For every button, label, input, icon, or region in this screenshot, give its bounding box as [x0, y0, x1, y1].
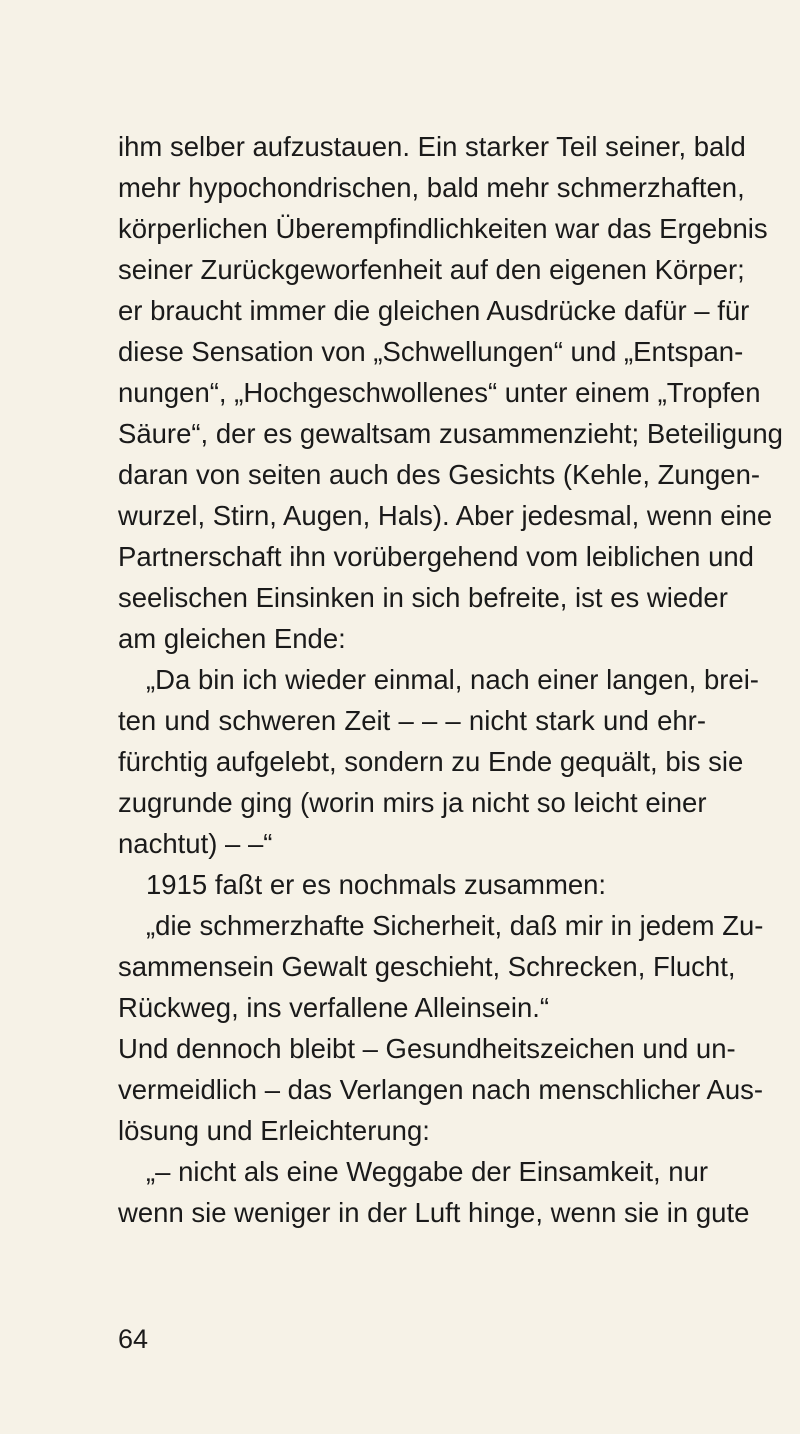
- text-line: wenn sie weniger in der Luft hinge, wenn sie in gute: [118, 1197, 750, 1228]
- text-line: daran von seiten auch des Gesichts (Kehle, Zungen-: [118, 459, 761, 490]
- text-line: nungen“, „Hochgeschwollenes“ unter einem „Tropfen: [118, 377, 761, 408]
- text-line: „– nicht als eine Weggabe der Einsamkeit, nur: [146, 1156, 709, 1187]
- text-line: 1915 faßt er es nochmals zusammen:: [146, 869, 607, 900]
- text-line: mehr hypochondrischen, bald mehr schmerzhaften,: [118, 172, 745, 203]
- text-line: diese Sensation von „Schwellungen“ und „Entspan-: [118, 336, 744, 367]
- text-line: ten und schweren Zeit – – – nicht stark und ehr-: [118, 705, 706, 736]
- text-line: er braucht immer die gleichen Ausdrücke dafür – für: [118, 295, 750, 326]
- text-line: „die schmerzhafte Sicherheit, daß mir in jedem Zu-: [146, 910, 764, 941]
- text-line: zugrunde ging (worin mirs ja nicht so leicht einer: [118, 787, 707, 818]
- text-line: am gleichen Ende:: [118, 623, 346, 654]
- text-line: sammensein Gewalt geschieht, Schrecken, Flucht,: [118, 951, 736, 982]
- text-line: nachtut) – –“: [118, 828, 273, 859]
- text-line: wurzel, Stirn, Augen, Hals). Aber jedesmal, wenn eine: [118, 500, 773, 531]
- text-line: körperlichen Überempfindlichkeiten war das Ergebnis: [118, 213, 768, 244]
- text-line: vermeidlich – das Verlangen nach menschlicher Aus-: [118, 1074, 764, 1105]
- text-line: seiner Zurückgeworfenheit auf den eigenen Körper;: [118, 254, 745, 285]
- text-line: Säure“, der es gewaltsam zusammenzieht; Beteiligung: [118, 418, 783, 449]
- text-line: Und dennoch bleibt – Gesundheitszeichen und un-: [118, 1033, 736, 1064]
- text-line: seelischen Einsinken in sich befreite, ist es wieder: [118, 582, 728, 613]
- body-text: [118, 126, 783, 1233]
- page-number: 64: [118, 1324, 149, 1354]
- text-line: ihm selber aufzustauen. Ein starker Teil seiner, bald: [118, 131, 746, 162]
- text-line: Rückweg, ins verfallene Alleinsein.“: [118, 992, 550, 1023]
- text-line: Partnerschaft ihn vorübergehend vom leiblichen und: [118, 541, 754, 572]
- text-line: fürchtig aufgelebt, sondern zu Ende gequält, bis sie: [118, 746, 744, 777]
- text-line: „Da bin ich wieder einmal, nach einer langen, brei-: [146, 664, 759, 695]
- text-line: lösung und Erleichterung:: [118, 1115, 430, 1146]
